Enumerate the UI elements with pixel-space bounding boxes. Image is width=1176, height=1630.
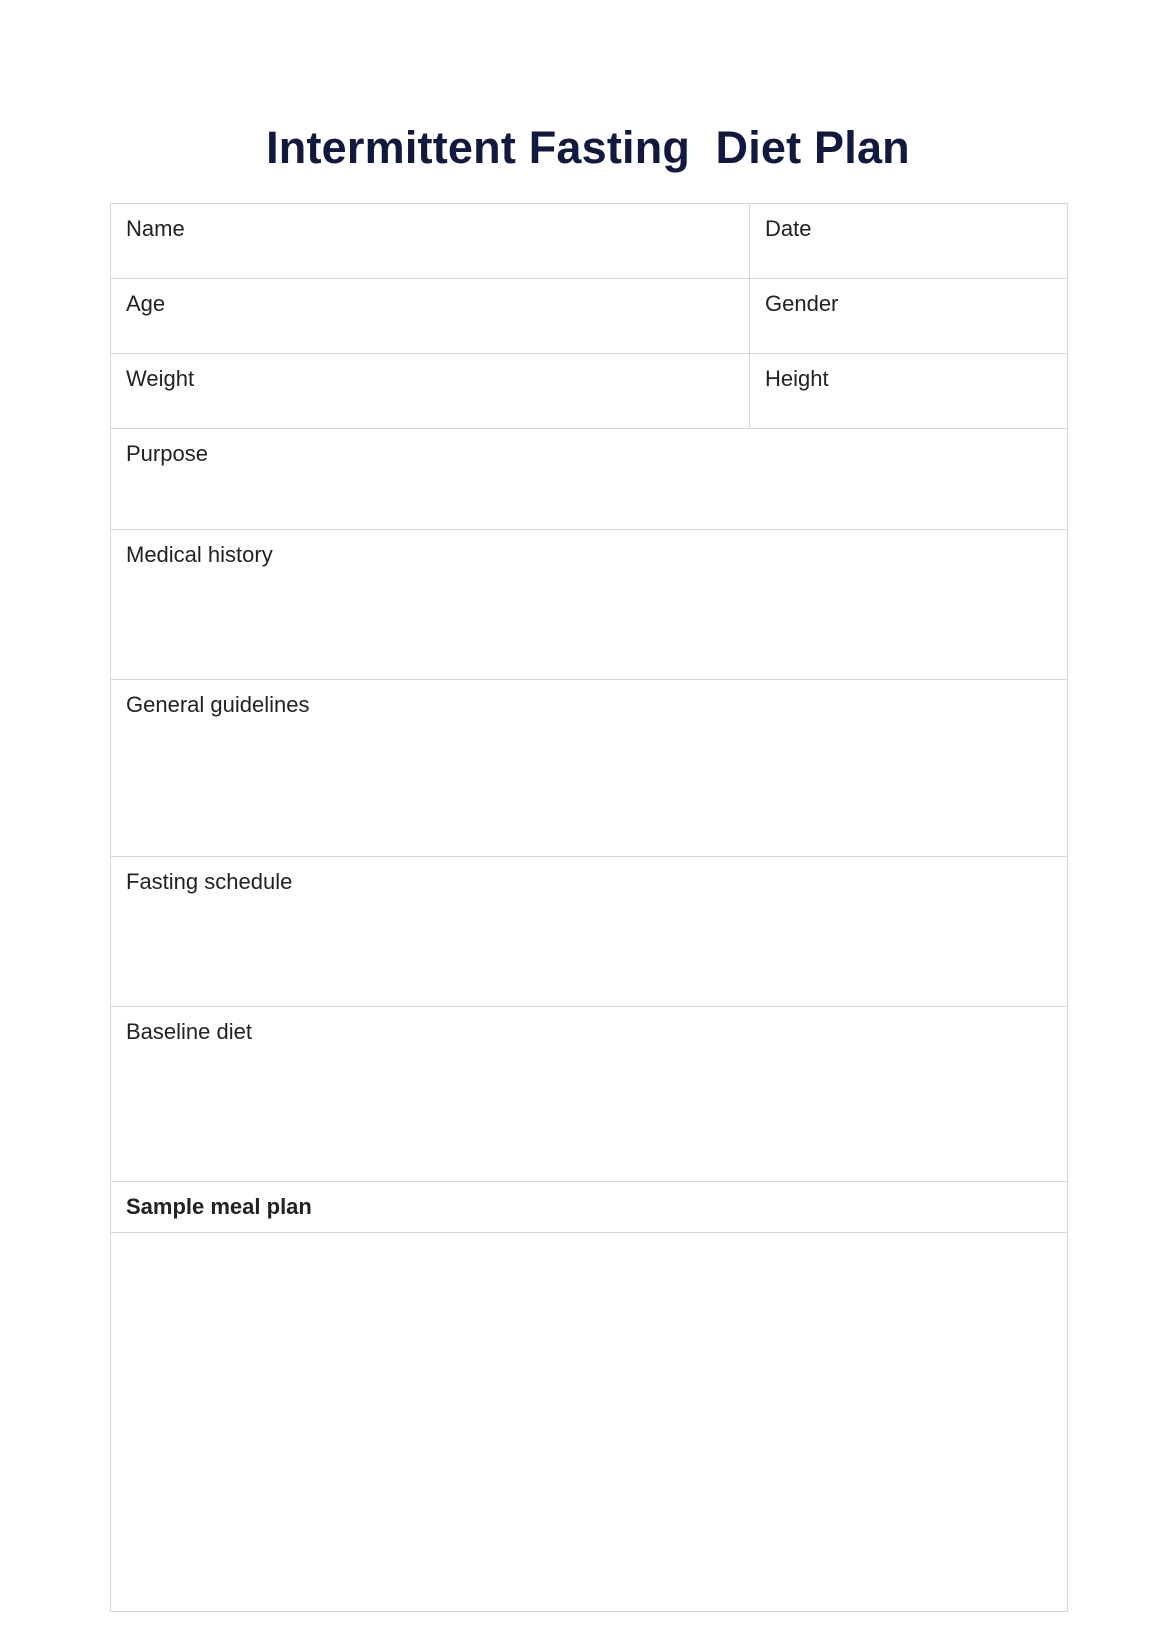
form-row-medical-history xyxy=(111,530,1068,680)
form-row-name-date xyxy=(111,204,1068,279)
date-label: Date xyxy=(765,216,812,241)
sample-meal-plan-field[interactable] xyxy=(111,1233,1068,1612)
form-row-sample-meal-plan-header xyxy=(111,1182,1068,1233)
purpose-field[interactable] xyxy=(111,429,1068,530)
date-field[interactable] xyxy=(750,204,1068,279)
page-title: Intermittent Fasting Diet Plan xyxy=(266,122,910,174)
purpose-label: Purpose xyxy=(126,441,208,466)
general-guidelines-label: General guidelines xyxy=(126,692,310,717)
form-row-purpose xyxy=(111,429,1068,530)
gender-label: Gender xyxy=(765,291,839,316)
form-row-fasting-schedule xyxy=(111,857,1068,1007)
weight-field[interactable] xyxy=(111,354,750,429)
age-label: Age xyxy=(126,291,166,316)
baseline-diet-label: Baseline diet xyxy=(126,1019,252,1044)
form-row-sample-meal-plan-body xyxy=(111,1233,1068,1612)
weight-label: Weight xyxy=(126,366,195,391)
form-row-weight-height xyxy=(111,354,1068,429)
name-label: Name xyxy=(126,216,185,241)
form-row-general-guidelines xyxy=(111,680,1068,857)
fasting-schedule-label: Fasting schedule xyxy=(126,869,293,894)
medical-history-label: Medical history xyxy=(126,542,273,567)
name-field[interactable] xyxy=(111,204,750,279)
general-guidelines-field[interactable] xyxy=(111,680,1068,857)
baseline-diet-field[interactable] xyxy=(111,1007,1068,1182)
form-row-age-gender xyxy=(111,279,1068,354)
age-field[interactable] xyxy=(111,279,750,354)
sample-meal-plan-label: Sample meal plan xyxy=(126,1194,312,1219)
sample-meal-plan-header xyxy=(111,1182,1068,1233)
height-field[interactable] xyxy=(750,354,1068,429)
medical-history-field[interactable] xyxy=(111,530,1068,680)
fasting-schedule-field[interactable] xyxy=(111,857,1068,1007)
diet-plan-form xyxy=(110,203,1068,1612)
gender-field[interactable] xyxy=(750,279,1068,354)
form-row-baseline-diet xyxy=(111,1007,1068,1182)
height-label: Height xyxy=(765,366,829,391)
